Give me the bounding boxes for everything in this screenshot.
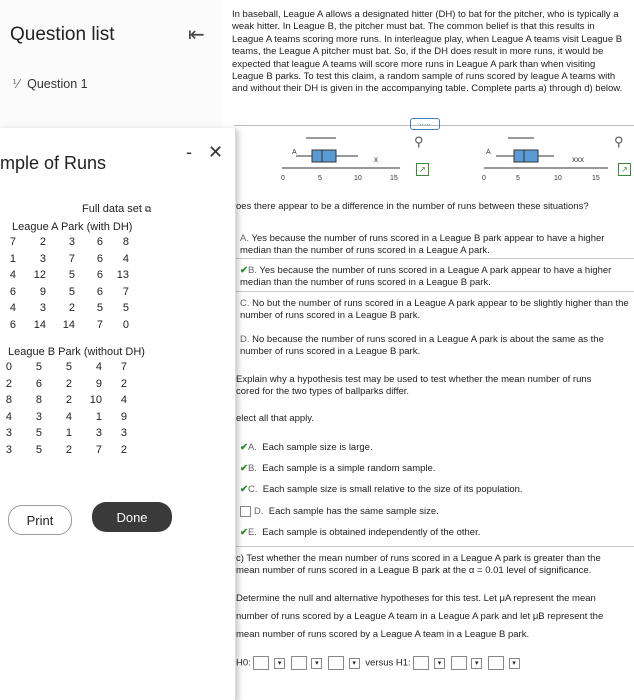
dropdown-icon[interactable]: ▾ (311, 658, 322, 669)
table-cell: 3 (5, 427, 12, 440)
table-cell: 4 (122, 252, 129, 265)
table-cell: 4 (65, 410, 72, 423)
h1-param-select[interactable] (413, 656, 429, 670)
explain-line-1: Explain why a hypothesis test may be used to test whether the mean number of runs (236, 374, 592, 385)
h0-label: H0: (236, 657, 251, 669)
boxplot-right (478, 132, 628, 192)
table-cell: 0 (122, 319, 129, 331)
toolbar-dots[interactable]: ..... (410, 118, 440, 130)
table-cell: 2 (65, 394, 72, 407)
option-text: No because the number of runs scored in a League A park is about the same as the number of runs scored in a League B park. (240, 334, 604, 357)
selected-check-icon: ✔ (240, 442, 248, 453)
selected-check-icon: ✔ (240, 265, 248, 276)
table-cell: 9 (39, 285, 46, 298)
checkbox-option-c[interactable] (240, 484, 523, 496)
table-cell: 2 (5, 377, 12, 390)
table-cell: 4 (9, 302, 16, 315)
table-cell: 3 (39, 302, 46, 315)
table-row (0, 286, 150, 302)
table-cell: 5 (68, 269, 75, 282)
full-data-set-label: Full data set (82, 203, 142, 215)
done-button[interactable]: Done (92, 502, 172, 532)
table-cell: 7 (9, 236, 16, 248)
tick-15: 15 (592, 175, 600, 182)
collapse-left-icon[interactable]: ⇤ (188, 24, 205, 46)
table-cell: 3 (68, 236, 75, 248)
checkbox-c: C. (247, 484, 258, 495)
table-cell: 6 (96, 236, 103, 248)
table-cell: 1 (9, 252, 16, 265)
copy-icon: ⧉ (144, 204, 152, 214)
h1-op-select[interactable] (451, 656, 467, 670)
h0-op-select[interactable] (291, 656, 307, 670)
question-c-instructions (236, 590, 634, 644)
radio-b: B. (247, 265, 257, 276)
table-cell: 3 (120, 427, 127, 440)
radio-d: D. (240, 334, 250, 345)
table-cell: 3 (35, 410, 42, 423)
table-row (0, 394, 150, 410)
table-cell: 7 (122, 285, 129, 298)
table-cell: 2 (39, 236, 46, 248)
qc-line-4: number of runs scored by a League A team in a League A park and let μB represent the (236, 611, 604, 622)
checkbox-option-b[interactable] (240, 463, 435, 475)
table-cell: 7 (68, 252, 75, 265)
option-text: Each sample is obtained independently of the other. (262, 527, 481, 538)
table-cell: 7 (120, 361, 127, 373)
table-cell: 7 (95, 444, 102, 456)
divider (236, 546, 634, 547)
table-row (0, 302, 150, 318)
table-cell: 5 (35, 427, 42, 440)
minimize-icon[interactable]: - (186, 142, 192, 162)
h0-value-select[interactable] (328, 656, 344, 670)
league-b-title: League B Park (without DH) (8, 346, 145, 358)
dropdown-icon[interactable]: ▾ (509, 658, 520, 669)
qc-line-3: Determine the null and alternative hypotheses for this test. Let μA represent the mean (236, 593, 596, 604)
table-cell: 14 (33, 319, 46, 331)
option-b-a[interactable] (240, 233, 630, 257)
table-cell: 4 (120, 394, 127, 407)
question-c-text (236, 553, 634, 577)
h1-value-select[interactable] (488, 656, 504, 670)
table-row (0, 378, 150, 394)
checkbox-e: E. (247, 527, 257, 538)
option-text: Each sample has the same sample size. (268, 506, 439, 518)
dropdown-icon[interactable]: ▾ (471, 658, 482, 669)
table-row (0, 427, 150, 443)
table-row (0, 411, 150, 427)
option-text: Each sample is a simple random sample. (262, 463, 436, 474)
dropdown-icon[interactable]: ▾ (349, 658, 360, 669)
table-cell: 5 (65, 361, 72, 373)
table-cell: 8 (35, 394, 42, 407)
checkbox-option-e[interactable] (240, 527, 480, 539)
table-cell: 10 (89, 394, 102, 407)
table-row (0, 269, 150, 285)
table-cell: 8 (122, 236, 129, 248)
table-cell: 6 (35, 377, 42, 390)
tick-15: 15 (390, 175, 398, 182)
table-cell: 2 (120, 444, 127, 456)
table-cell: 3 (5, 444, 12, 456)
partial-credit-icon: ⅟ (12, 77, 20, 91)
table-cell: 0 (5, 361, 12, 373)
table-row (0, 444, 150, 460)
select-all-text: elect all that apply. (236, 413, 314, 424)
expand-icon[interactable]: ↗ (416, 163, 429, 176)
table-cell: 2 (65, 444, 72, 456)
hypothesis-row (236, 656, 523, 670)
league-b-table (0, 361, 150, 461)
table-cell: 4 (9, 269, 16, 282)
search-icon[interactable]: ⚲ (614, 134, 624, 149)
search-icon[interactable]: ⚲ (414, 134, 424, 149)
tick-0: 0 (482, 175, 486, 182)
print-button[interactable]: Print (8, 505, 72, 535)
option-text: Yes because the number of runs scored in a League A park appear to have a higher median than the number of runs scored in a League B park. (240, 265, 612, 288)
tick-10: 10 (554, 175, 562, 182)
table-cell: 5 (96, 302, 103, 315)
qc-line-1: c) Test whether the mean number of runs scored in a League A park is greater than the (236, 553, 601, 564)
option-b-d[interactable] (240, 334, 634, 358)
table-cell: 3 (95, 427, 102, 440)
table-cell: 2 (120, 377, 127, 390)
table-cell: 14 (62, 319, 75, 331)
table-row (0, 319, 150, 335)
table-row (0, 236, 150, 252)
outlier-mark: xxx (572, 155, 584, 164)
outlier-mark: x (374, 155, 378, 164)
option-text: Each sample size is large. (262, 442, 373, 453)
radio-a: A. (240, 233, 249, 244)
qc-line-2: mean number of runs scored in a League B park at the α = 0.01 level of significance. (236, 565, 592, 576)
table-cell: 2 (68, 302, 75, 315)
table-cell: 2 (65, 377, 72, 390)
question-b-prompt: oes there appear to be a difference in the number of runs between these situations? (236, 201, 589, 212)
table-cell: 6 (96, 285, 103, 298)
option-text: Yes because the number of runs scored in a League B park appear to have a higher median than the number of runs scored in a League A park. (240, 233, 605, 256)
h0-param-select[interactable] (253, 656, 269, 670)
checkbox-option-d[interactable] (240, 506, 439, 518)
box (514, 150, 538, 162)
option-text: No but the number of runs scored in a League A park appear to be slightly higher than the number of runs scored in a League B park. (240, 298, 629, 321)
question-item-label: Question 1 (27, 77, 88, 91)
tick-0: 0 (281, 175, 285, 182)
option-b-b[interactable] (240, 265, 630, 289)
table-cell: 6 (96, 252, 103, 265)
checkbox-d: D. (254, 506, 264, 518)
box (312, 150, 336, 162)
table-cell: 1 (95, 410, 102, 423)
selected-check-icon: ✔ (240, 484, 248, 495)
plot-label: A (292, 149, 297, 156)
popup-title: mple of Runs (0, 153, 107, 173)
table-cell: 5 (122, 302, 129, 315)
explain-line-2: cored for the two types of ballparks differ. (236, 386, 410, 397)
empty-checkbox-icon (240, 506, 251, 517)
sidebar-item-question-1[interactable] (12, 76, 88, 91)
selected-check-icon: ✔ (240, 527, 248, 538)
table-cell: 7 (96, 319, 103, 331)
table-cell: 6 (96, 269, 103, 282)
question-list-title: Question list (10, 24, 115, 45)
divider (236, 258, 634, 259)
option-b-c[interactable] (240, 298, 634, 322)
h1-label: versus H1: (365, 657, 411, 669)
qc-line-5: mean number of runs scored by a League A team in a League B park. (236, 629, 530, 640)
table-cell: 4 (5, 410, 12, 423)
table-cell: 3 (39, 252, 46, 265)
intro-text: In baseball, League A allows a designated hitter (DH) to bat for the pitcher, who is typically a weak hitter. In League B, the pitcher must bat. The common belief is that this results in League A teams scoring more runs. In interleague play, when League A teams visit League B teams, the League A pitcher must bat. So, if the DH does result in more runs, it would be expected that league A teams will score more runs in League A park than when visiting League B parks. To test this claim, a random sample of runs scored by league A teams with and without their DH is given in the accompanying table. Complete parts a) through d) below. (232, 9, 623, 95)
table-cell: 8 (5, 394, 12, 407)
tick-5: 5 (516, 175, 520, 182)
table-cell: 13 (116, 269, 129, 282)
table-cell: 1 (65, 427, 72, 440)
checkbox-option-a[interactable] (240, 442, 373, 454)
table-cell: 6 (9, 319, 16, 331)
tick-10: 10 (354, 175, 362, 182)
table-cell: 9 (95, 377, 102, 390)
close-icon[interactable]: ✕ (208, 142, 224, 162)
boxplot-left (276, 132, 426, 192)
full-data-set-link[interactable] (82, 203, 151, 215)
table-cell: 12 (33, 269, 46, 282)
table-cell: 6 (9, 285, 16, 298)
table-row (0, 253, 150, 269)
league-a-table (0, 236, 150, 336)
table-cell: 9 (120, 410, 127, 423)
checkbox-b: B. (247, 463, 257, 474)
table-cell: 5 (35, 444, 42, 456)
selected-check-icon: ✔ (240, 463, 248, 474)
radio-c: C. (240, 298, 250, 309)
dropdown-icon[interactable]: ▾ (274, 658, 285, 669)
plot-label: A (486, 149, 491, 156)
tick-5: 5 (318, 175, 322, 182)
table-cell: 5 (35, 361, 42, 373)
option-text: Each sample size is small relative to the size of its population. (262, 484, 523, 495)
table-cell: 5 (68, 285, 75, 298)
checkbox-a: A. (247, 442, 257, 453)
table-row (0, 361, 150, 377)
table-cell: 4 (95, 361, 102, 373)
dropdown-icon[interactable]: ▾ (434, 658, 445, 669)
divider (236, 291, 634, 292)
league-a-title: League A Park (with DH) (12, 221, 133, 233)
expand-icon[interactable]: ↗ (618, 163, 631, 176)
explain-prompt (236, 374, 634, 398)
